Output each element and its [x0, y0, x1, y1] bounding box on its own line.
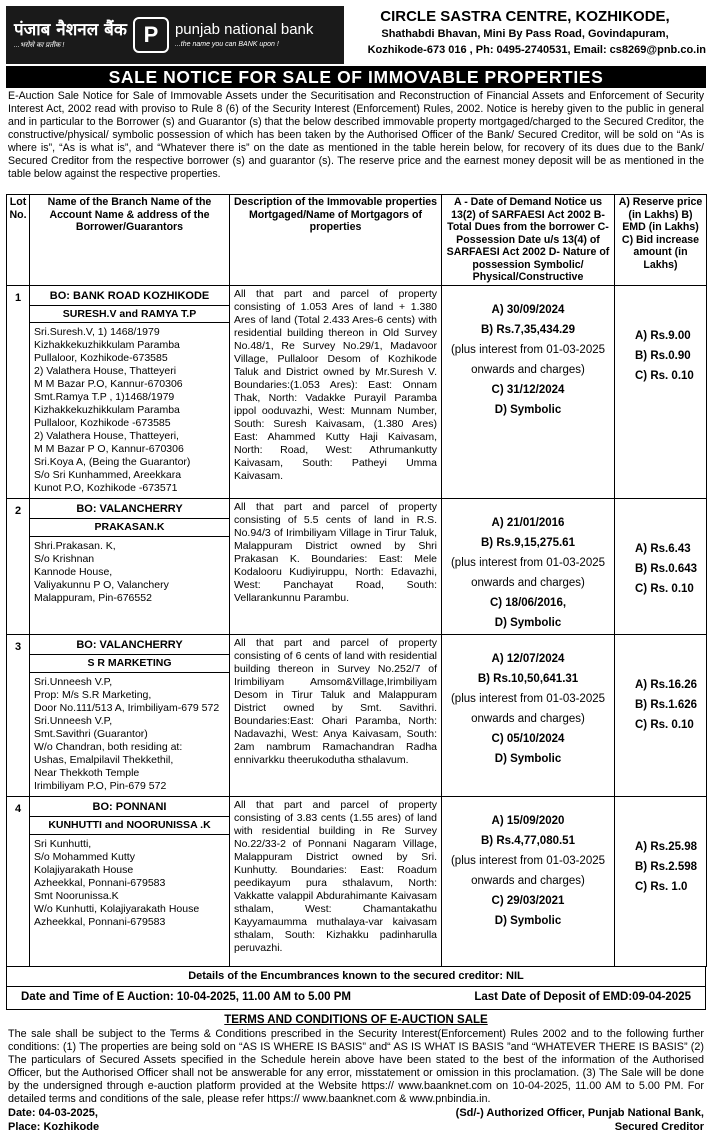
property-description: All that part and parcel of property consisting of 6 cents of land with residential building thereon in Survey No.252/7 of Irimbiliyam Amsom&Village,Irimbiliyam Desom in Tirur Taluk and Malappuram District owned by Smt. Savithri. Boundaries:East: Ohari Paramba, North: Nadavazhi, West: Anya Kaivasam, South: 2am nambrum Ramachandran Radha ennivarkku theerukodutha sthalavum.: [230, 635, 442, 797]
borrower-cell: [30, 797, 230, 967]
lot-number: 1: [7, 285, 30, 499]
office-address: [344, 6, 706, 66]
emd-amount: B) Rs.0.643: [635, 563, 698, 576]
interest-note: (plus interest from 01-03-2025 onwards and charges): [450, 557, 606, 590]
lot-row: [7, 797, 707, 967]
total-dues: B) Rs.4,77,080.51: [481, 835, 575, 848]
borrower-cell: [30, 499, 230, 635]
pnb-logo: [6, 6, 344, 64]
possession-date: C) 31/12/2024: [491, 383, 565, 396]
footer: [6, 1106, 706, 1134]
property-description: All that part and parcel of property consisting of 5.5 cents of land in R.S. No.94/3 of Irimbiliyam Village in Tirur Taluk, Malappuram District owned by Shri Prakasan K. Boundaries: East: Mele Kodalooru Kudiyiruppu, North: Edavazhi, West: Panchayat Road, South: Vellarankunnu Parambu.: [230, 499, 442, 635]
dues-cell: [442, 635, 615, 797]
possession-nature: D) Symbolic: [494, 753, 562, 766]
demand-date: A) 12/07/2024: [491, 653, 565, 666]
header: [6, 6, 706, 66]
notice-title: SALE NOTICE FOR SALE OF IMMOVABLE PROPERTIES: [6, 66, 706, 88]
borrower-details: Sri Kunhutti, S/o Mohammed Kutty Kolajiyarakath House Azheekkal, Ponnani-679583 Smt Noorunissa.K W/o Kunhutti, Kolajiyarakath House Azheekkal, Ponnani-679583: [34, 837, 200, 928]
header-price: A) Reserve price (in Lakhs) B) EMD (in Lakhs) C) Bid increase amount (in Lakhs): [615, 195, 707, 286]
borrower-cell: [30, 635, 230, 797]
property-description: All that part and parcel of property consisting of 1.053 Ares of land + 1.380 Ares of land (Total 2.433 Ares-6 cents) with residential building thereon in Old Survey No.48/1, Re Survey No.29/1, Madavoor Village, Pullaloor Desom of Kozhikode Taluk and District owned by Mr.Suresh V. Boundaries:(1.053 Ares): East: Onnam Thak, North: Vadakke Purayil Paramba ippol ooduvazhi, West: Munnam Number, South: Suresh Kaivasam, (1.380 Ares) East: Ahammed Kutty Haji Kaivasam, North: Road, West: Athrumankutty Kaivasam, South: Patheyi Umma Kaivasam.: [230, 285, 442, 499]
branch-name: BO: VALANCHERRY: [30, 635, 229, 655]
bid-increase: C) Rs. 0.10: [635, 583, 694, 596]
intro-paragraph: E-Auction Sale Notice for Sale of Immovable Assets under the Securitisation and Reconstruction of Financial Assets and Enforcement of Security Interest Act, 2002 read with proviso to Rule 8 (6) of the Security Interest (Enforcement) Rules, 2002. Notice is hereby given to the public in general and in particular to the Borrower (s) and Guarantor (s) that the below described immovable property mortgaged/charged to the Secured Creditor, the constructive/physical/ symbolic possession of which has been taken by the Authorised Officer of the Bank/ Secured Creditor, will be sold on “As is where is”, “As is what is”, and “Whatever there is” on the date as mentioned in the table herein below, for recovery of its dues due to the Bank/ Secured Creditor from the respective borrower (s) and guarantor (s). The reserve price and the earnest money deposit will be as mentioned in the table below against the respective properties.: [8, 90, 704, 180]
account-name: S R MARKETING: [30, 655, 229, 673]
notice-date: Date: 04-03-2025,: [8, 1106, 98, 1119]
branch-name: BO: PONNANI: [30, 797, 229, 817]
address-line-1: Shathabdi Bhavan, Mini By Pass Road, Govindapuram,: [381, 28, 669, 40]
property-description: All that part and parcel of property consisting of 3.83 cents (1.55 ares) of land with residential building in Re Survey No.22/33-2 of Ponnani Nagaram Village, Malappuram District owned by Sri. Kunhutty. Boundaries: East: Roadum peedikayum pura sthalavum, North: Vakkatte valappil Abdurahimante Kaivasam sthalam, West: Chamantakathu Kayyamaumma muthalaya-var kaivasam sthalam, South: Kizhakku padinharulla peruvazhi.: [230, 797, 442, 967]
reserve-price: A) Rs.16.26: [635, 679, 698, 692]
borrower-cell: [30, 285, 230, 499]
borrower-details: Shri.Prakasan. K, S/o Krishnan Kannode House, Valiyakunnu P O, Valanchery Malappuram, Pin-676552: [34, 540, 169, 605]
notice-place: Place: Kozhikode: [8, 1120, 100, 1133]
price-cell: [615, 499, 707, 635]
address-line-2: Kozhikode-673 016 , Ph: 0495-2740531, Email: cs8269@pnb.co.in: [367, 44, 706, 57]
account-name: SURESH.V and RAMYA T.P: [30, 306, 229, 324]
header-description: Description of the Immovable properties Mortgaged/Name of Mortgagors of properties: [230, 195, 442, 286]
lot-number: 3: [7, 635, 30, 797]
dues-cell: [442, 285, 615, 499]
lot-number: 4: [7, 797, 30, 967]
price-cell: [615, 635, 707, 797]
branch-name: BO: BANK ROAD KOZHIKODE: [30, 286, 229, 306]
office-name: CIRCLE SASTRA CENTRE, KOZHIKODE,: [380, 8, 670, 25]
header-dates: A - Date of Demand Notice us 13(2) of SARFAESI Act 2002 B- Total Dues from the borrower C- Possession Date u/s 13(4) of SARFAESI Act 2002 D- Nature of possession Symbolic/ Physical/Constructive: [442, 195, 615, 286]
total-dues: B) Rs.7,35,434.29: [481, 323, 575, 336]
emd-amount: B) Rs.2.598: [635, 861, 698, 874]
pnb-emblem-icon: P: [133, 17, 169, 53]
possession-nature: D) Symbolic: [494, 617, 562, 630]
bank-tagline-hindi: ...भरोसे का प्रतीक !: [14, 42, 65, 49]
reserve-price: A) Rs.9.00: [635, 329, 691, 342]
total-dues: B) Rs.10,50,641.31: [477, 673, 579, 686]
bank-tagline-english: ...the name you can BANK upon !: [174, 40, 279, 48]
interest-note: (plus interest from 01-03-2025 onwards and charges): [450, 693, 606, 726]
account-name: PRAKASAN.K: [30, 519, 229, 537]
properties-table: [6, 194, 707, 967]
bid-increase: C) Rs. 0.10: [635, 719, 694, 732]
lot-row: [7, 499, 707, 635]
reserve-price: A) Rs.25.98: [635, 841, 698, 854]
possession-date: C) 05/10/2024: [491, 733, 565, 746]
lot-row: [7, 285, 707, 499]
demand-date: A) 15/09/2020: [491, 815, 565, 828]
lot-row: [7, 635, 707, 797]
auction-info: [6, 987, 706, 1010]
encumbrances: Details of the Encumbrances known to the secured creditor: NIL: [6, 967, 706, 987]
terms-title: TERMS AND CONDITIONS OF E-AUCTION SALE: [224, 1014, 488, 1027]
reserve-price: A) Rs.6.43: [635, 543, 691, 556]
possession-nature: D) Symbolic: [494, 403, 562, 416]
emd-last-date: Last Date of Deposit of EMD:09-04-2025: [474, 991, 691, 1004]
bank-name-hindi: पंजाब नैशनल बैंक: [14, 19, 127, 40]
demand-date: A) 21/01/2016: [491, 517, 565, 530]
borrower-details: Sri.Unneesh V.P, Prop: M/s S.R Marketing, Door No.111/513 A, Irimbiliyam-679 572 Sri.Unneesh V.P, Smt.Savithri (Guarantor) W/o Chandran, both residing at: Ushas, Emalpilavil Thekkethil, Near Thekkoth Temple Irimbiliyam P.O, Pin-679 572: [34, 676, 220, 793]
possession-date: C) 29/03/2021: [491, 895, 565, 908]
lot-number: 2: [7, 499, 30, 635]
emd-amount: B) Rs.0.90: [635, 349, 691, 362]
possession-date: C) 18/06/2016,: [489, 597, 567, 610]
account-name: KUNHUTTI and NOORUNISSA .K: [30, 817, 229, 835]
price-cell: [615, 797, 707, 967]
emd-amount: B) Rs.1.626: [635, 699, 698, 712]
bid-increase: C) Rs. 0.10: [635, 369, 694, 382]
dues-cell: [442, 499, 615, 635]
terms-text: The sale shall be subject to the Terms & Conditions prescribed in the Security Interest(Enforcement) Rules 2002 and to the following further conditions: (1) The properties are being sold on “AS IS WHERE IS BASIS” and“ AS IS WHAT IS BASIS ”and “WHATEVER THERE IS BASIS” (2) The particulars of Secured Assets specified in the Schedule herein above have been stated to the best of the information of the Authorised Officer, but the Authorised Officer shall not be answerable for any error, misstatement or omission in this proclamation. (3) The Sale will be done by the undersigned through e-auction platform provided at the Website https:// www.baanknet.com on 10-04-2025, 11.00 AM to 5.00 PM. For detailed terms and conditions of the sale, please refer https:// www.baanknet.com & www.pnbindia.in.: [8, 1027, 704, 1105]
header-branch: Name of the Branch Name of the Account Name & address of the Borrower/Guarantors: [30, 195, 230, 286]
signatory-designation: Secured Creditor: [614, 1120, 704, 1133]
bid-increase: C) Rs. 1.0: [635, 881, 688, 894]
possession-nature: D) Symbolic: [494, 915, 562, 928]
borrower-details: Sri.Suresh.V, 1) 1468/1979 Kizhakkekuzhikkulam Paramba Pullaloor, Kozhikode-673585 2) Valathera House, Thatteyeri M M Bazar P.O, Kannur-670306 Smt.Ramya T.P , 1)1468/1979 Kizhakkekuzhikkulam Paramba Pullaloor, Kozhikode -673585 2) Valathera House, Thatteyeri, M M Bazar P O, Kannur-670306 Sri.Koya A, (Being the Guarantor) S/o Sri Kunhammed, Areekkara Kunot P.O, Kozhikode -673571: [34, 326, 191, 495]
interest-note: (plus interest from 01-03-2025 onwards and charges): [450, 343, 606, 376]
demand-date: A) 30/09/2024: [491, 303, 565, 316]
header-lot: Lot No.: [7, 195, 30, 286]
dues-cell: [442, 797, 615, 967]
total-dues: B) Rs.9,15,275.61: [481, 537, 575, 550]
bank-name-english: punjab national bank: [174, 20, 314, 38]
price-cell: [615, 285, 707, 499]
branch-name: BO: VALANCHERRY: [30, 499, 229, 519]
auction-date: Date and Time of E Auction: 10-04-2025, 11.00 AM to 5.00 PM: [21, 991, 351, 1004]
signatory: (Sd/-) Authorized Officer, Punjab National Bank,: [455, 1106, 704, 1119]
interest-note: (plus interest from 01-03-2025 onwards and charges): [450, 855, 606, 888]
